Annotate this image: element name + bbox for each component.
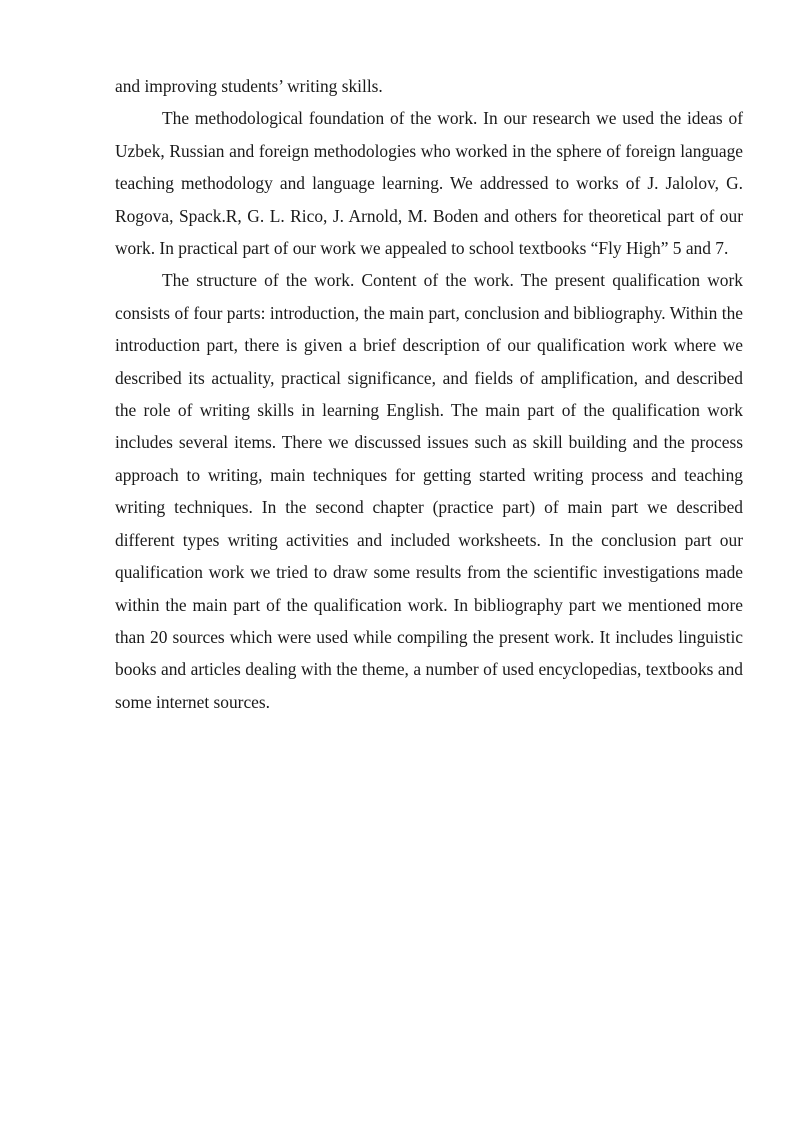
paragraph-methodological-foundation: The methodological foundation of the work. In our research we used the ideas of Uzbek, Russian and foreign methodologies who worked in the sphere of foreign language teaching methodology and language learning. We addressed to works of J. Jalolov, G. Rogova, Spack.R, G. L. Rico, J. Arnold, M. Boden and others for theoretical part of our work. In practical part of our work we appealed to school textbooks “Fly High” 5 and 7. — [115, 108, 743, 259]
document-page — [115, 70, 743, 718]
paragraph-continuation: and improving students’ writing skills. — [115, 76, 383, 96]
paragraph-structure: The structure of the work. Content of the work. The present qualification work consists of four parts: introduction, the main part, conclusion and bibliography. Within the introduction part, there is given a brief description of our qualification work where we described its actuality, practical significance, and fields of amplification, and described the role of writing skills in learning English. The main part of the qualification work includes several items. There we discussed issues such as skill building and the process approach to writing, main techniques for getting started writing process and teaching writing techniques. In the second chapter (practice part) of main part we described different types writing activities and included worksheets. In the conclusion part our qualification work we tried to draw some results from the scientific investigations made within the main part of the qualification work. In bibliography part we mentioned more than 20 sources which were used while compiling the present work. It includes linguistic books and articles dealing with the theme, a number of used encyclopedias, textbooks and some internet sources. — [115, 270, 743, 712]
